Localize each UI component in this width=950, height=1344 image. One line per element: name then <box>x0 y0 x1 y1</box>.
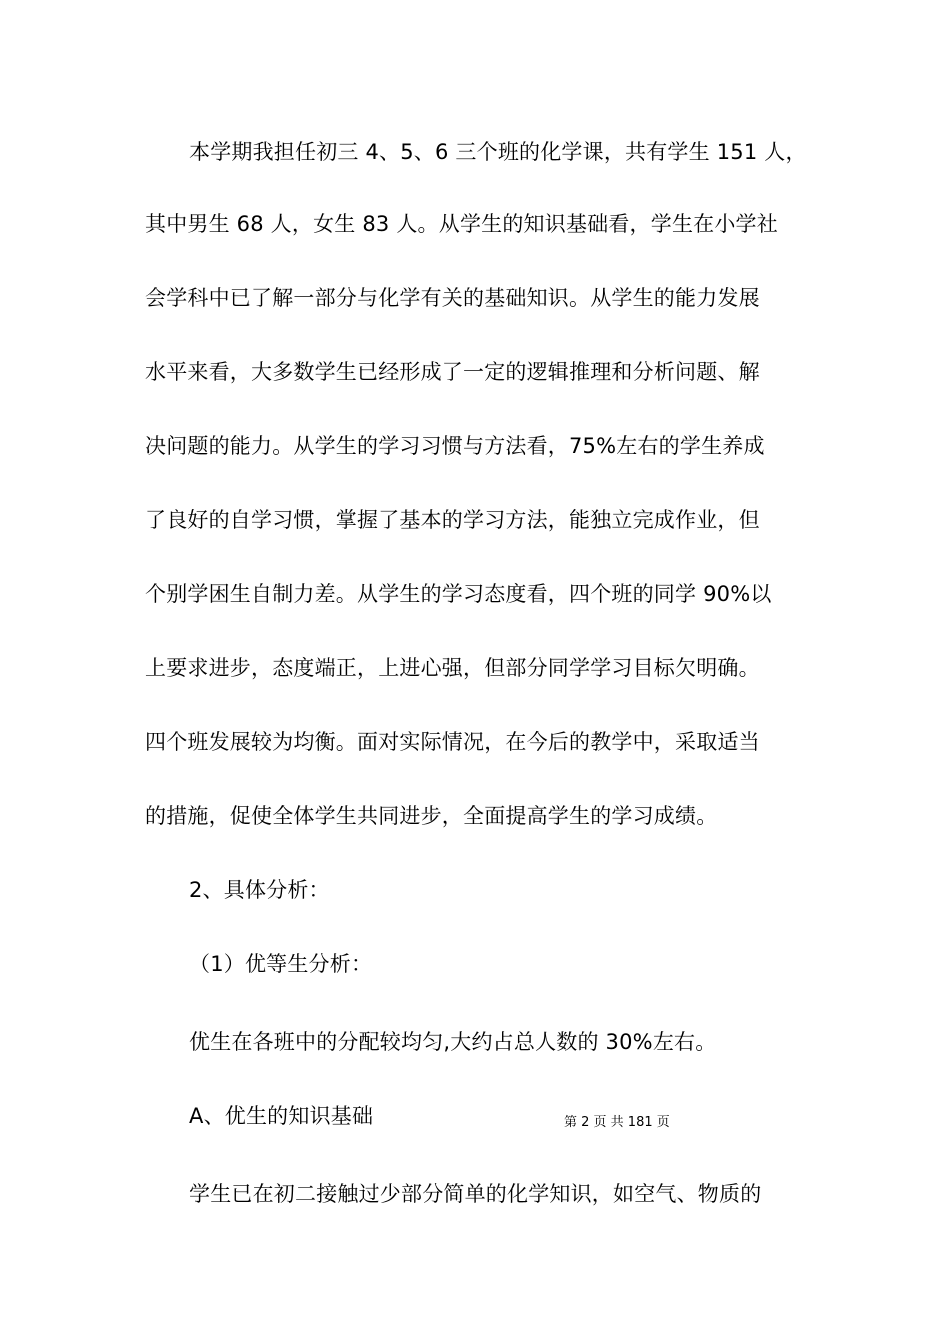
paragraph-line-7: 个别学困生自制力差。从学生的学习态度看，四个班的同学 90%以 <box>145 582 772 606</box>
paragraph-line-10: 的措施，促使全体学生共同进步，全面提高学生的学习成绩。 <box>145 804 718 828</box>
page-number-footer: 第 2 页 共 181 页 <box>564 1115 670 1130</box>
paragraph-last-line: 学生已在初二接触过少部分简单的化学知识，如空气、物质的 <box>189 1182 762 1206</box>
subsection-heading: （1）优等生分析： <box>189 952 373 976</box>
paragraph-line-9: 四个班发展较为均衡。面对实际情况，在今后的教学中，采取适当 <box>145 730 760 754</box>
item-heading: A、优生的知识基础 <box>189 1104 374 1128</box>
top-students-paragraph: 优生在各班中的分配较均匀,大约占总人数的 30%左右。 <box>189 1030 717 1054</box>
paragraph-line-4: 水平来看，大多数学生已经形成了一定的逻辑推理和分析问题、解 <box>145 360 760 384</box>
paragraph-line-2: 其中男生 68 人，女生 83 人。从学生的知识基础看，学生在小学社 <box>145 212 778 236</box>
paragraph-line-3: 会学科中已了解一部分与化学有关的基础知识。从学生的能力发展 <box>145 286 760 310</box>
paragraph-line-5: 决问题的能力。从学生的学习习惯与方法看，75%左右的学生养成 <box>145 434 765 458</box>
paragraph-line-8: 上要求进步，态度端正，上进心强，但部分同学学习目标欠明确。 <box>145 656 760 680</box>
section-heading: 2、具体分析： <box>189 878 330 902</box>
paragraph-line-1: 本学期我担任初三 4、5、6 三个班的化学课，共有学生 151 人， <box>189 140 807 164</box>
paragraph-line-6: 了良好的自学习惯，掌握了基本的学习方法，能独立完成作业，但 <box>145 508 760 532</box>
